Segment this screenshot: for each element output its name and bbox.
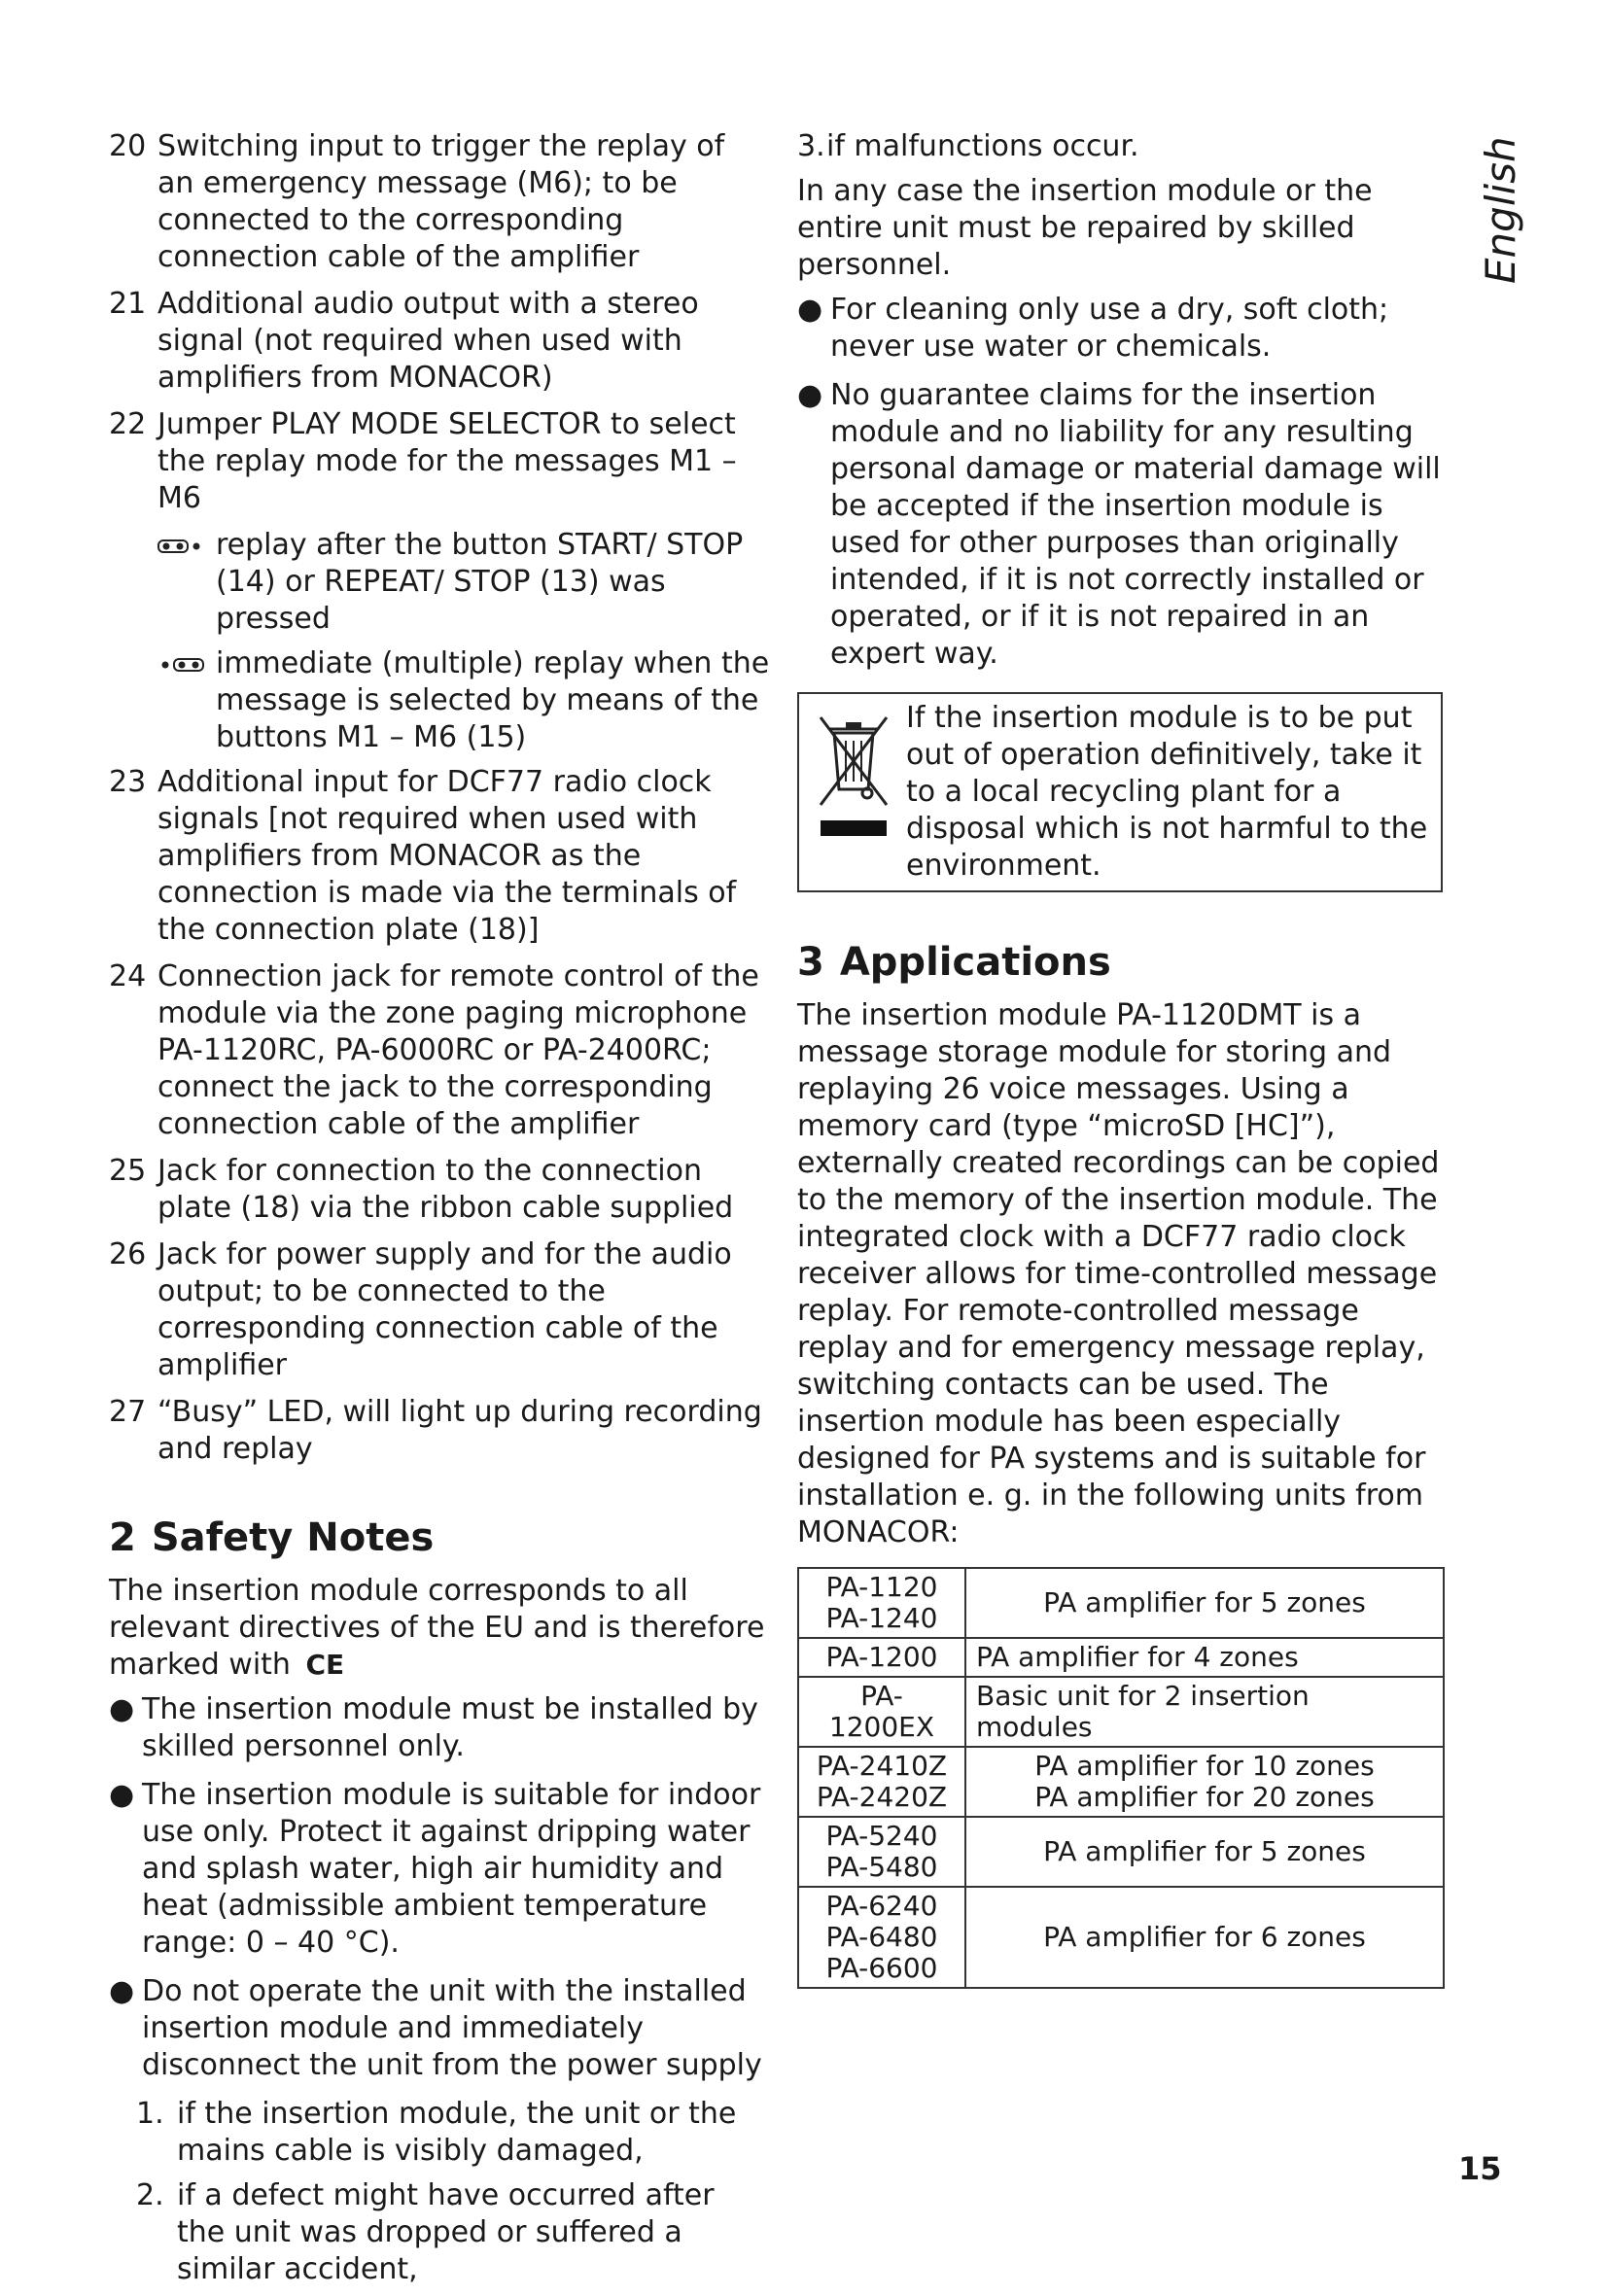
safety-intro-text: The insertion module corresponds to all relevant directives of the EU and is therefore marked with	[109, 1574, 765, 1682]
item-text: Additional input for DCF77 radio clock signals [not required when used with amplifiers from MONACOR as the connection is made via the terminals of the connection plate (18)]	[157, 765, 737, 947]
bullet-icon: ●	[109, 1974, 135, 2008]
condition-item-3	[797, 128, 1456, 165]
repair-note: In any case the insertion module or the entire unit must be repaired by skilled personnel.	[797, 174, 1373, 282]
description-cell	[965, 1747, 1444, 1817]
section-title: Applications	[839, 940, 1111, 985]
condition-item-1	[109, 2096, 770, 2170]
item-text: “Busy” LED, will light up during recording and replay	[157, 1395, 762, 1466]
section-heading-safety	[109, 1514, 770, 1561]
safety-bullet	[797, 377, 1456, 673]
bullet-icon: ●	[109, 1778, 135, 1812]
bullet-text: For cleaning only use a dry, soft cloth; never use water or chemicals.	[830, 293, 1389, 364]
condition-number: 3.	[797, 129, 825, 163]
model-name: PA-1120	[825, 1571, 938, 1603]
crossed-out-bin-icon	[817, 708, 891, 840]
jumper-mode-b	[109, 645, 770, 756]
condition-text: if malfunctions occur.	[826, 129, 1139, 163]
description-line: PA amplifier for 10 zones	[1034, 1750, 1375, 1782]
model-cell: PA-1200	[798, 1638, 965, 1677]
condition-number: 2.	[136, 2178, 164, 2212]
bullet-icon: ●	[109, 1692, 135, 1726]
condition-text: if a defect might have occurred after the unit was dropped or suffered a similar accident,	[177, 2178, 715, 2286]
ce-mark-icon: CE	[305, 1649, 345, 1681]
safety-bullet	[797, 292, 1456, 365]
bullet-text: Do not operate the unit with the installed insertion module and immediately disconnect the unit from the power supply	[142, 1974, 762, 2082]
safety-bullet	[109, 1777, 770, 1962]
item-text: Additional audio output with a stereo signal (not required when used with amplifiers from MONACOR)	[157, 287, 699, 395]
table-row	[798, 1638, 1444, 1677]
units-table	[797, 1567, 1445, 1989]
bullet-icon: ●	[797, 378, 823, 412]
jumper-left-position-icon	[157, 539, 204, 554]
legend-item-24	[109, 958, 770, 1143]
item-text: Connection jack for remote control of the module via the zone paging microphone PA-1120RC, PA-6000RC or PA-2400RC; connect the jack to the corresponding connection cable of the amplifier	[157, 959, 759, 1141]
jumper-right-position-icon	[157, 657, 204, 673]
model-name: PA-1240	[825, 1602, 938, 1634]
table-row	[798, 1677, 1444, 1747]
model-cell	[798, 1747, 965, 1817]
item-number: 24	[109, 959, 147, 993]
item-text: Jumper PLAY MODE SELECTOR to select the replay mode for the messages M1 – M6	[157, 407, 737, 515]
model-name: PA-5240	[825, 1820, 938, 1852]
section-number: 3	[797, 940, 824, 985]
applications-text: The insertion module PA-1120DMT is a message storage module for storing and replaying 26 voice messages. Using a memory card (type “microSD [HC]”), externally created recordings can be copied to the memory of the insertion module. The integrated clock with a DCF77 radio clock receiver allows for time-controlled message replay. For remote-controlled message replay and for emergency message replay, switching contacts can be used. The insertion module has been especially designed for PA systems and is suitable for installation e. g. in the following units from MONACOR:	[797, 998, 1440, 1549]
safety-bullet	[109, 1973, 770, 2084]
language-tab: English	[1477, 136, 1524, 284]
model-name: PA-5480	[825, 1851, 938, 1883]
section-title: Safety Notes	[151, 1515, 435, 1560]
right-column	[797, 128, 1456, 1989]
model-cell	[798, 1568, 965, 1638]
item-text: Switching input to trigger the replay of an emergency message (M6); to be connected to the corresponding connection cable of the amplifier	[157, 129, 725, 274]
legend-item-22	[109, 406, 770, 517]
table-row	[798, 1568, 1444, 1638]
section-heading-applications	[797, 939, 1456, 986]
item-number: 25	[109, 1154, 147, 1188]
bullet-text: The insertion module must be installed by skilled personnel only.	[142, 1692, 758, 1763]
condition-text: if the insertion module, the unit or the mains cable is visibly damaged,	[177, 2097, 737, 2168]
bullet-text: The insertion module is suitable for indoor use only. Protect it against dripping water and splash water, high air humidity and heat (admissible ambient temperature range: 0 – 40 °C).	[142, 1778, 761, 1960]
model-name: PA-2410Z	[816, 1750, 948, 1782]
model-cell	[798, 1887, 965, 1988]
item-text: Jack for connection to the connection plate (18) via the ribbon cable supplied	[157, 1154, 734, 1225]
item-number: 20	[109, 129, 147, 163]
legend-item-27	[109, 1394, 770, 1468]
legend-item-23	[109, 764, 770, 949]
model-name: PA-6240	[825, 1890, 938, 1922]
description-cell: PA amplifier for 6 zones	[965, 1887, 1444, 1988]
model-name: PA-6600	[825, 1952, 938, 1984]
jumper-mode-text: immediate (multiple) replay when the message is selected by means of the buttons M1 – M6 (15)	[216, 646, 770, 754]
item-number: 22	[109, 407, 147, 441]
model-name: PA-2420Z	[816, 1781, 948, 1813]
bullet-text: No guarantee claims for the insertion module and no liability for any resulting personal damage or material damage will be accepted if the insertion module is used for other purposes than originally intended, if it is not correctly installed or operated, or if it is not repaired in an expert way.	[830, 378, 1441, 671]
jumper-mode-a	[109, 527, 770, 638]
legend-item-21	[109, 286, 770, 397]
disposal-text: If the insertion module is to be put out of operation definitively, take it to a local recycling plant for a disposal which is not harmful to the environment.	[906, 701, 1428, 883]
item-text: Jack for power supply and for the audio output; to be connected to the corresponding connection cable of the amplifier	[157, 1237, 732, 1382]
legend-item-20	[109, 128, 770, 276]
disposal-notice	[797, 692, 1443, 892]
jumper-mode-text: replay after the button START/ STOP (14) or REPEAT/ STOP (13) was pressed	[216, 528, 744, 636]
safety-bullet	[109, 1691, 770, 1765]
page-number: 15	[1458, 2150, 1502, 2187]
bullet-icon: ●	[797, 293, 823, 327]
section-number: 2	[109, 1515, 136, 1560]
table-row	[798, 1747, 1444, 1817]
condition-number: 1.	[136, 2097, 164, 2131]
description-cell: PA amplifier for 5 zones	[965, 1817, 1444, 1887]
model-cell: PA-1200EX	[798, 1677, 965, 1747]
model-cell	[798, 1817, 965, 1887]
left-column	[109, 128, 770, 2296]
description-cell: Basic unit for 2 insertion modules	[965, 1677, 1444, 1747]
description-cell: PA amplifier for 4 zones	[965, 1638, 1444, 1677]
item-number: 27	[109, 1395, 147, 1429]
safety-intro	[109, 1573, 770, 1684]
condition-item-2	[109, 2177, 770, 2288]
legend-item-25	[109, 1153, 770, 1227]
description-cell: PA amplifier for 5 zones	[965, 1568, 1444, 1638]
description-line: PA amplifier for 20 zones	[1034, 1781, 1375, 1813]
item-number: 26	[109, 1237, 147, 1271]
model-name: PA-6480	[825, 1921, 938, 1953]
item-number: 23	[109, 765, 147, 799]
item-number: 21	[109, 287, 147, 321]
table-row	[798, 1887, 1444, 1988]
table-row	[798, 1817, 1444, 1887]
legend-item-26	[109, 1236, 770, 1384]
